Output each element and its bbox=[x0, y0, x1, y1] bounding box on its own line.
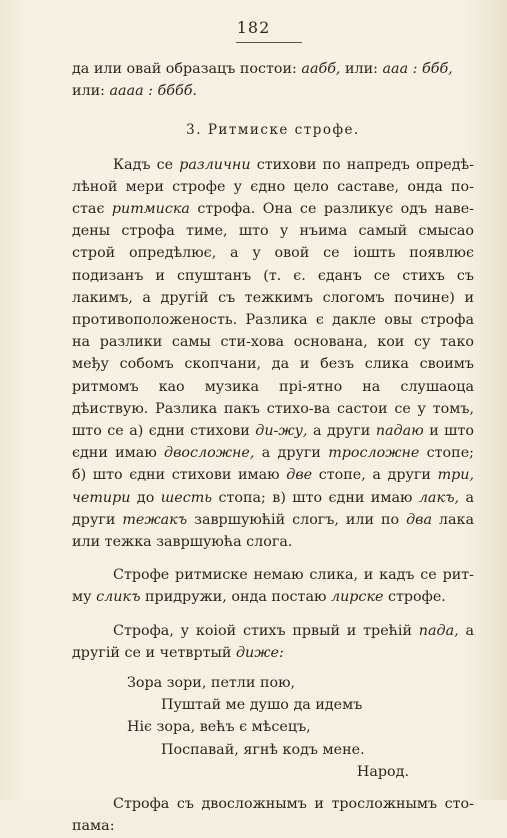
poem-example bbox=[127, 672, 474, 783]
text-run: Строфа съ двосложнымъ и тросложнымъ сто-пама: bbox=[72, 796, 474, 835]
page-number: 182 bbox=[236, 18, 271, 37]
paragraph-example-intro bbox=[72, 620, 474, 664]
emphasis: двосложне, bbox=[164, 445, 255, 462]
text-run: а други bbox=[72, 489, 475, 528]
emphasis: пада, bbox=[418, 622, 459, 639]
emphasis: лирске bbox=[330, 589, 384, 606]
emphasis: ди-жу, bbox=[255, 423, 308, 440]
text-run: а други bbox=[312, 423, 371, 440]
text-run: стопе; б) што єдни стихови имаю bbox=[72, 445, 474, 484]
poem-line: Зора зори, петли пою, bbox=[127, 675, 296, 692]
text-run: Кадъ се bbox=[113, 156, 174, 173]
text-run: строфе. bbox=[387, 589, 446, 606]
text-run: до bbox=[136, 489, 155, 506]
page-header bbox=[0, 18, 507, 37]
text-run: придружи, онда постаю bbox=[145, 589, 327, 606]
emphasis: различни bbox=[179, 156, 251, 173]
poem-source: Народ. bbox=[356, 763, 409, 780]
text-run: строфа. Она се разликує одъ наве-дены строфа тиме, што у нъима самый смысао строй опредѣлює, а у овой се іошть появлює подизанъ и спуштанъ (т. є. єданъ се стихъ съ лакимъ, а другій съ тежкимъ слогомъ почине) и противоположеность. Разлика є дакле овы строфа на разлики самы сти-хова основана, кои су тако међу собомъ скопчани, да и безъ слика своимъ ритмомъ као музика прі-ятно на слушаоца дѣиствую. Разлика пакъ стихо-ва састои се у томъ, што се а) єдни стихови bbox=[72, 201, 475, 440]
emphasis: три, четири bbox=[72, 467, 475, 506]
rhyme-pattern-1: аабб, bbox=[301, 61, 341, 77]
page-content bbox=[72, 58, 474, 838]
or-text-2: или: bbox=[72, 83, 105, 100]
text-run: стопа; в) што єдни имаю bbox=[218, 489, 413, 506]
paragraph-rhythmic-strophes bbox=[72, 154, 474, 554]
section-title: 3. Ритмиске строфе. bbox=[186, 122, 360, 139]
poem-line: Пуштай ме душо да идемъ bbox=[161, 697, 363, 714]
text-run: лака или тежка завршуюћа слога. bbox=[72, 511, 474, 551]
text-run: а другій се и четвртый bbox=[72, 622, 475, 661]
poem-line: Поспавай, ягнѣ кодъ мене. bbox=[161, 741, 365, 758]
intro-paragraph bbox=[72, 58, 474, 102]
emphasis: две bbox=[286, 467, 313, 484]
emphasis: тежакъ bbox=[122, 511, 188, 528]
emphasis: ритмиска bbox=[111, 201, 190, 218]
poem-line: Ніє зора, већъ є мѣсецъ, bbox=[127, 719, 311, 736]
text-run: а други bbox=[261, 445, 321, 462]
text-run: и што єдни имаю bbox=[72, 423, 474, 462]
header-rule bbox=[236, 42, 302, 43]
text-run: стихови по напредъ опредѣ-лѣной мери строфе у єдно цело саставе, онда по-стає bbox=[72, 156, 475, 218]
or-text-1: или: bbox=[345, 61, 378, 77]
emphasis: падаю bbox=[375, 423, 424, 440]
paragraph-lyric-strophes bbox=[72, 564, 474, 608]
text-run: стопе, а други bbox=[318, 467, 431, 484]
emphasis: сликъ bbox=[96, 589, 141, 606]
text-run: Строфа, у коіой стихъ првый и трећій bbox=[113, 622, 412, 639]
rhyme-pattern-3: аааа : бббб. bbox=[109, 83, 197, 100]
text-run: Строфе ритмиске немаю слика, и кадъ се рит-му bbox=[72, 567, 474, 606]
rhyme-pattern-2: ааа : ббб, bbox=[382, 61, 453, 77]
text-run: завршуюћій слогъ, или по bbox=[194, 511, 400, 528]
spacer bbox=[72, 553, 474, 564]
emphasis: шесть bbox=[160, 489, 213, 506]
emphasis: диже: bbox=[235, 644, 284, 661]
emphasis: два bbox=[406, 511, 432, 528]
spacer bbox=[72, 609, 474, 620]
emphasis: тросложне bbox=[328, 445, 420, 462]
emphasis: лакъ, bbox=[418, 489, 460, 506]
intro-text: да или овай образацъ постои: bbox=[72, 61, 297, 77]
